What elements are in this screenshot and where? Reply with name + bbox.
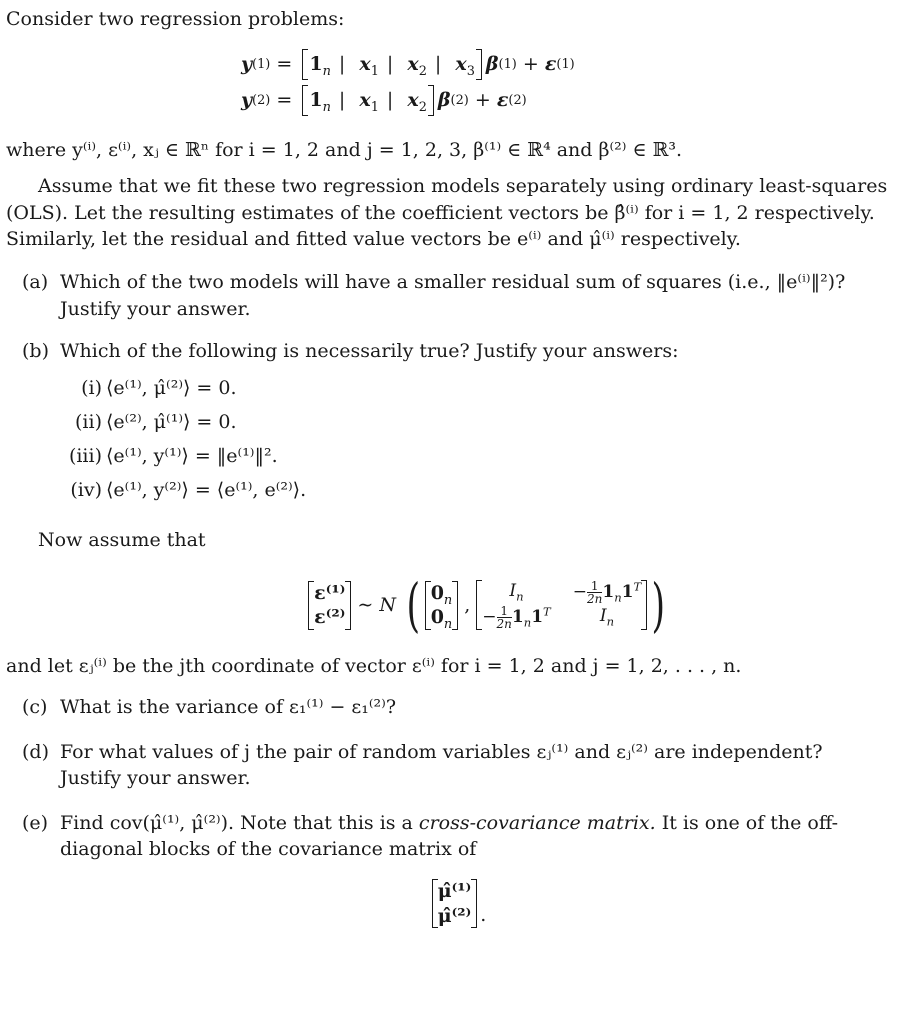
where-line: where y⁽ⁱ⁾, ε⁽ⁱ⁾, xⱼ ∈ ℝⁿ for i = 1, 2 and j = 1, 2, 3, β⁽¹⁾ ∈ ℝ⁴ and β⁽²⁾ ∈ ℝ³. <box>6 138 683 161</box>
intro-text: Consider two regression problems: <box>6 8 345 30</box>
list-item: (iv) ⟨e⁽¹⁾, y⁽²⁾⟩ = ⟨e⁽¹⁾, e⁽²⁾⟩. <box>70 478 307 501</box>
question-e <box>6 810 912 863</box>
list-item: (iii) ⟨e⁽¹⁾, y⁽¹⁾⟩ = ‖e⁽¹⁾‖². <box>68 444 278 467</box>
list-item: (i) ⟨e⁽¹⁾, μ̂⁽²⁾⟩ = 0. <box>81 376 237 399</box>
question-b-label: (b) <box>22 340 49 363</box>
design-matrix-1: $1_n$ | $x_1$ | $x_2$ | $x_3$ <box>302 49 482 80</box>
model-equations <box>241 47 912 119</box>
now-assume-text: Now assume that <box>38 528 206 551</box>
covariance-matrix: $I_n$ − $\frac{1}{2n}$ $1_n1^T$ − $\frac{1}{2n}$ $1_n1^T$ $I_n$ <box>476 580 647 630</box>
question-d-text: For what values of j the pair of random variables εⱼ⁽¹⁾ and εⱼ⁽²⁾ are independent? Justify your answer. <box>60 740 823 790</box>
list-item: (ii) ⟨e⁽²⁾, μ̂⁽¹⁾⟩ = 0. <box>75 410 237 433</box>
model-equation-1: y (1) = $1_n$ | $x_1$ | $x_2$ | $x_3$ β (1) + ε (1) <box>241 47 912 83</box>
question-b-items <box>62 375 912 511</box>
and-let-text: and let εⱼ⁽ⁱ⁾ be the jth coordinate of vector ε⁽ⁱ⁾ for i = 1, 2 and j = 1, 2, . . . , n. <box>6 655 742 678</box>
question-c-text: What is the variance of ε₁⁽¹⁾ − ε₁⁽²⁾? <box>60 695 397 718</box>
question-a-text: Which of the two models will have a smaller residual sum of squares (i.e., ‖e⁽ⁱ⁾‖²)? Justify your answer. <box>60 270 846 320</box>
question-a <box>6 269 912 322</box>
error-vector: ε⁽¹⁾ ε⁽²⁾ <box>308 581 351 630</box>
question-c <box>6 694 912 721</box>
question-a-label: (a) <box>22 270 49 293</box>
model-equation-2: y (2) = $1_n$ | $x_1$ | $x_2$ β (2) + ε (2) <box>241 83 912 119</box>
question-d-label: (d) <box>22 740 49 763</box>
distribution-equation: ε⁽¹⁾ ε⁽²⁾ ∼ N ( $0_n$ $0_n$ , $I_n$ − $\frac{1}{2n}$ $1_n1^T$ − $\frac{1}{2n}$ $1_n1^T$ $I_n$ ) <box>66 573 912 637</box>
question-b-text: Which of the following is necessarily true? Justify your answers: <box>60 340 679 363</box>
question-c-label: (c) <box>22 695 48 718</box>
fitted-values-vector: μ̂⁽¹⁾ μ̂⁽²⁾ . <box>6 879 912 928</box>
question-b <box>6 338 912 365</box>
mean-vector: $0_n$ $0_n$ <box>425 581 459 630</box>
assume-paragraph: Assume that we fit these two regression models separately using ordinary least-squares (OLS). Let the resulting estimates of the coefficient vectors be β̂⁽ⁱ⁾ for i = 1, 2 respectively. Similarly, let the residual and fitted value vectors be e⁽ⁱ⁾ and μ̂⁽ⁱ⁾ respectively. <box>6 175 888 251</box>
question-d <box>6 739 912 792</box>
question-e-label: (e) <box>22 811 49 834</box>
design-matrix-2: $1_n$ | $x_1$ | $x_2$ <box>302 85 434 116</box>
question-e-text: Find cov(μ̂⁽¹⁾, μ̂⁽²⁾). Note that this is a cross-covariance matrix. It is one of the off-diagonal blocks of the covariance matrix of <box>60 811 839 861</box>
